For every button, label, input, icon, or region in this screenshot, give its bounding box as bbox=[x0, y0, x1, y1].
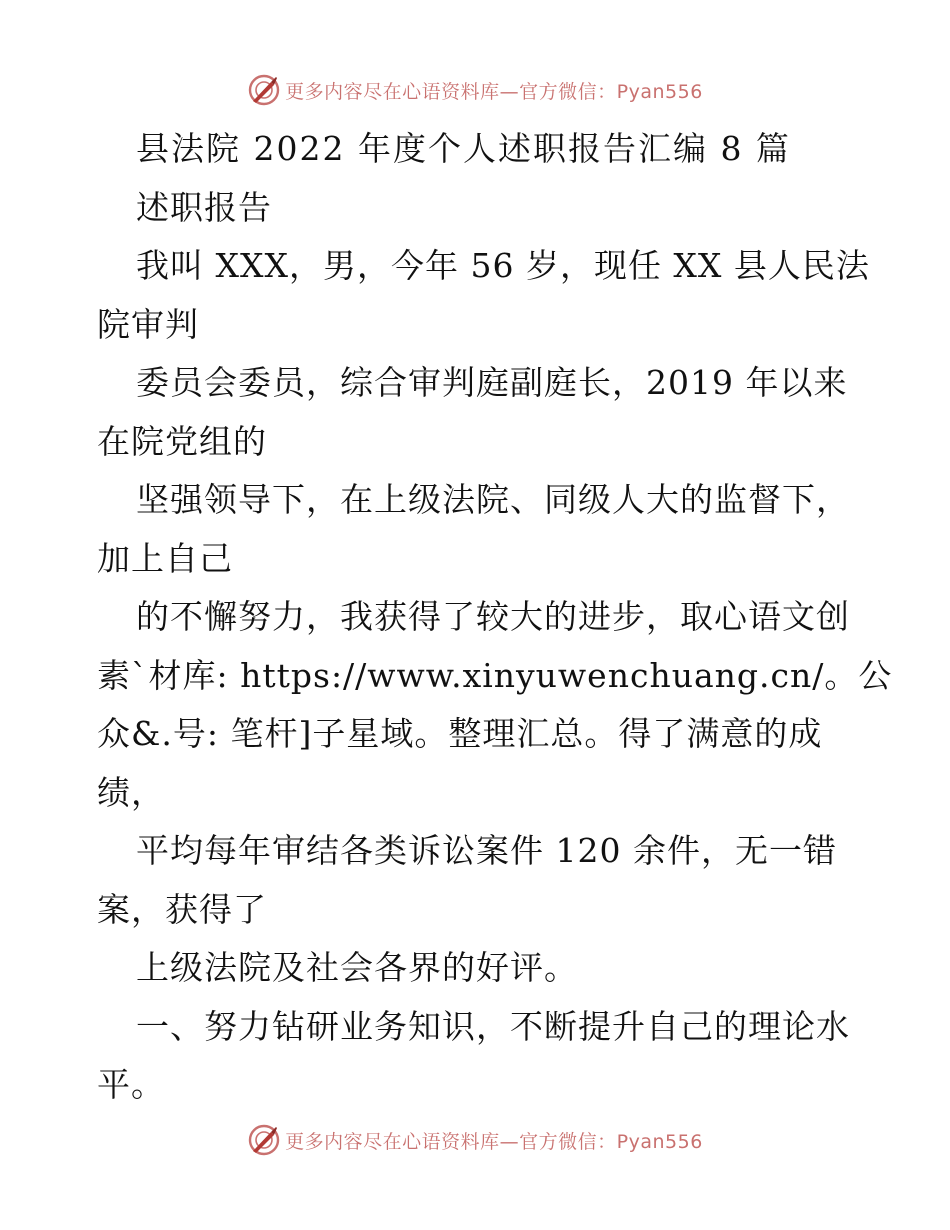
quill-pen-logo-icon bbox=[247, 1123, 281, 1157]
paragraph-line: 在院党组的 bbox=[97, 421, 267, 461]
paragraph-line: 加上自己 bbox=[97, 538, 233, 578]
paragraph-line: 平均每年审结各类诉讼案件 120 余件，无一错 bbox=[136, 831, 837, 870]
section-heading: 一、努力钻研业务知识，不断提升自己的理论水 bbox=[136, 1006, 850, 1046]
header-banner-text: 更多内容尽在心语资料库—官方微信：Pyan556 bbox=[285, 80, 703, 103]
paragraph-line: 绩， bbox=[97, 772, 165, 812]
document-body bbox=[97, 120, 893, 1115]
paragraph-line: 我叫 XXX，男，今年 56 岁，现任 XX 县人民法 bbox=[136, 246, 870, 285]
paragraph-line: 平。 bbox=[97, 1065, 165, 1104]
footer-banner-text: 更多内容尽在心语资料库—官方微信：Pyan556 bbox=[285, 1130, 703, 1153]
paragraph-line: 述职报告 bbox=[136, 187, 272, 227]
footer-banner bbox=[0, 1118, 950, 1162]
paragraph-line: 的不懈努力，我获得了较大的进步，取心语文创 bbox=[136, 597, 850, 636]
paragraph-line: 委员会委员，综合审判庭副庭长，2019 年以来 bbox=[136, 363, 848, 402]
header-banner bbox=[0, 68, 950, 112]
paragraph-line: 坚强领导下，在上级法院、同级人大的监督下， bbox=[136, 480, 850, 519]
paragraph-line: 案，获得了 bbox=[97, 889, 267, 929]
paragraph-line: 院审判 bbox=[97, 304, 199, 344]
paragraph-line: 上级法院及社会各界的好评。 bbox=[136, 948, 578, 987]
paragraph-line: 众&.号: 笔杆]子星域。整理汇总。得了满意的成 bbox=[97, 714, 823, 753]
quill-pen-logo-icon bbox=[247, 73, 281, 107]
document-title: 县法院 2022 年度个人述职报告汇编 8 篇 bbox=[136, 129, 791, 168]
paragraph-line: 素`材库: https://www.xinyuwenchuang.cn/。公 bbox=[97, 655, 893, 695]
